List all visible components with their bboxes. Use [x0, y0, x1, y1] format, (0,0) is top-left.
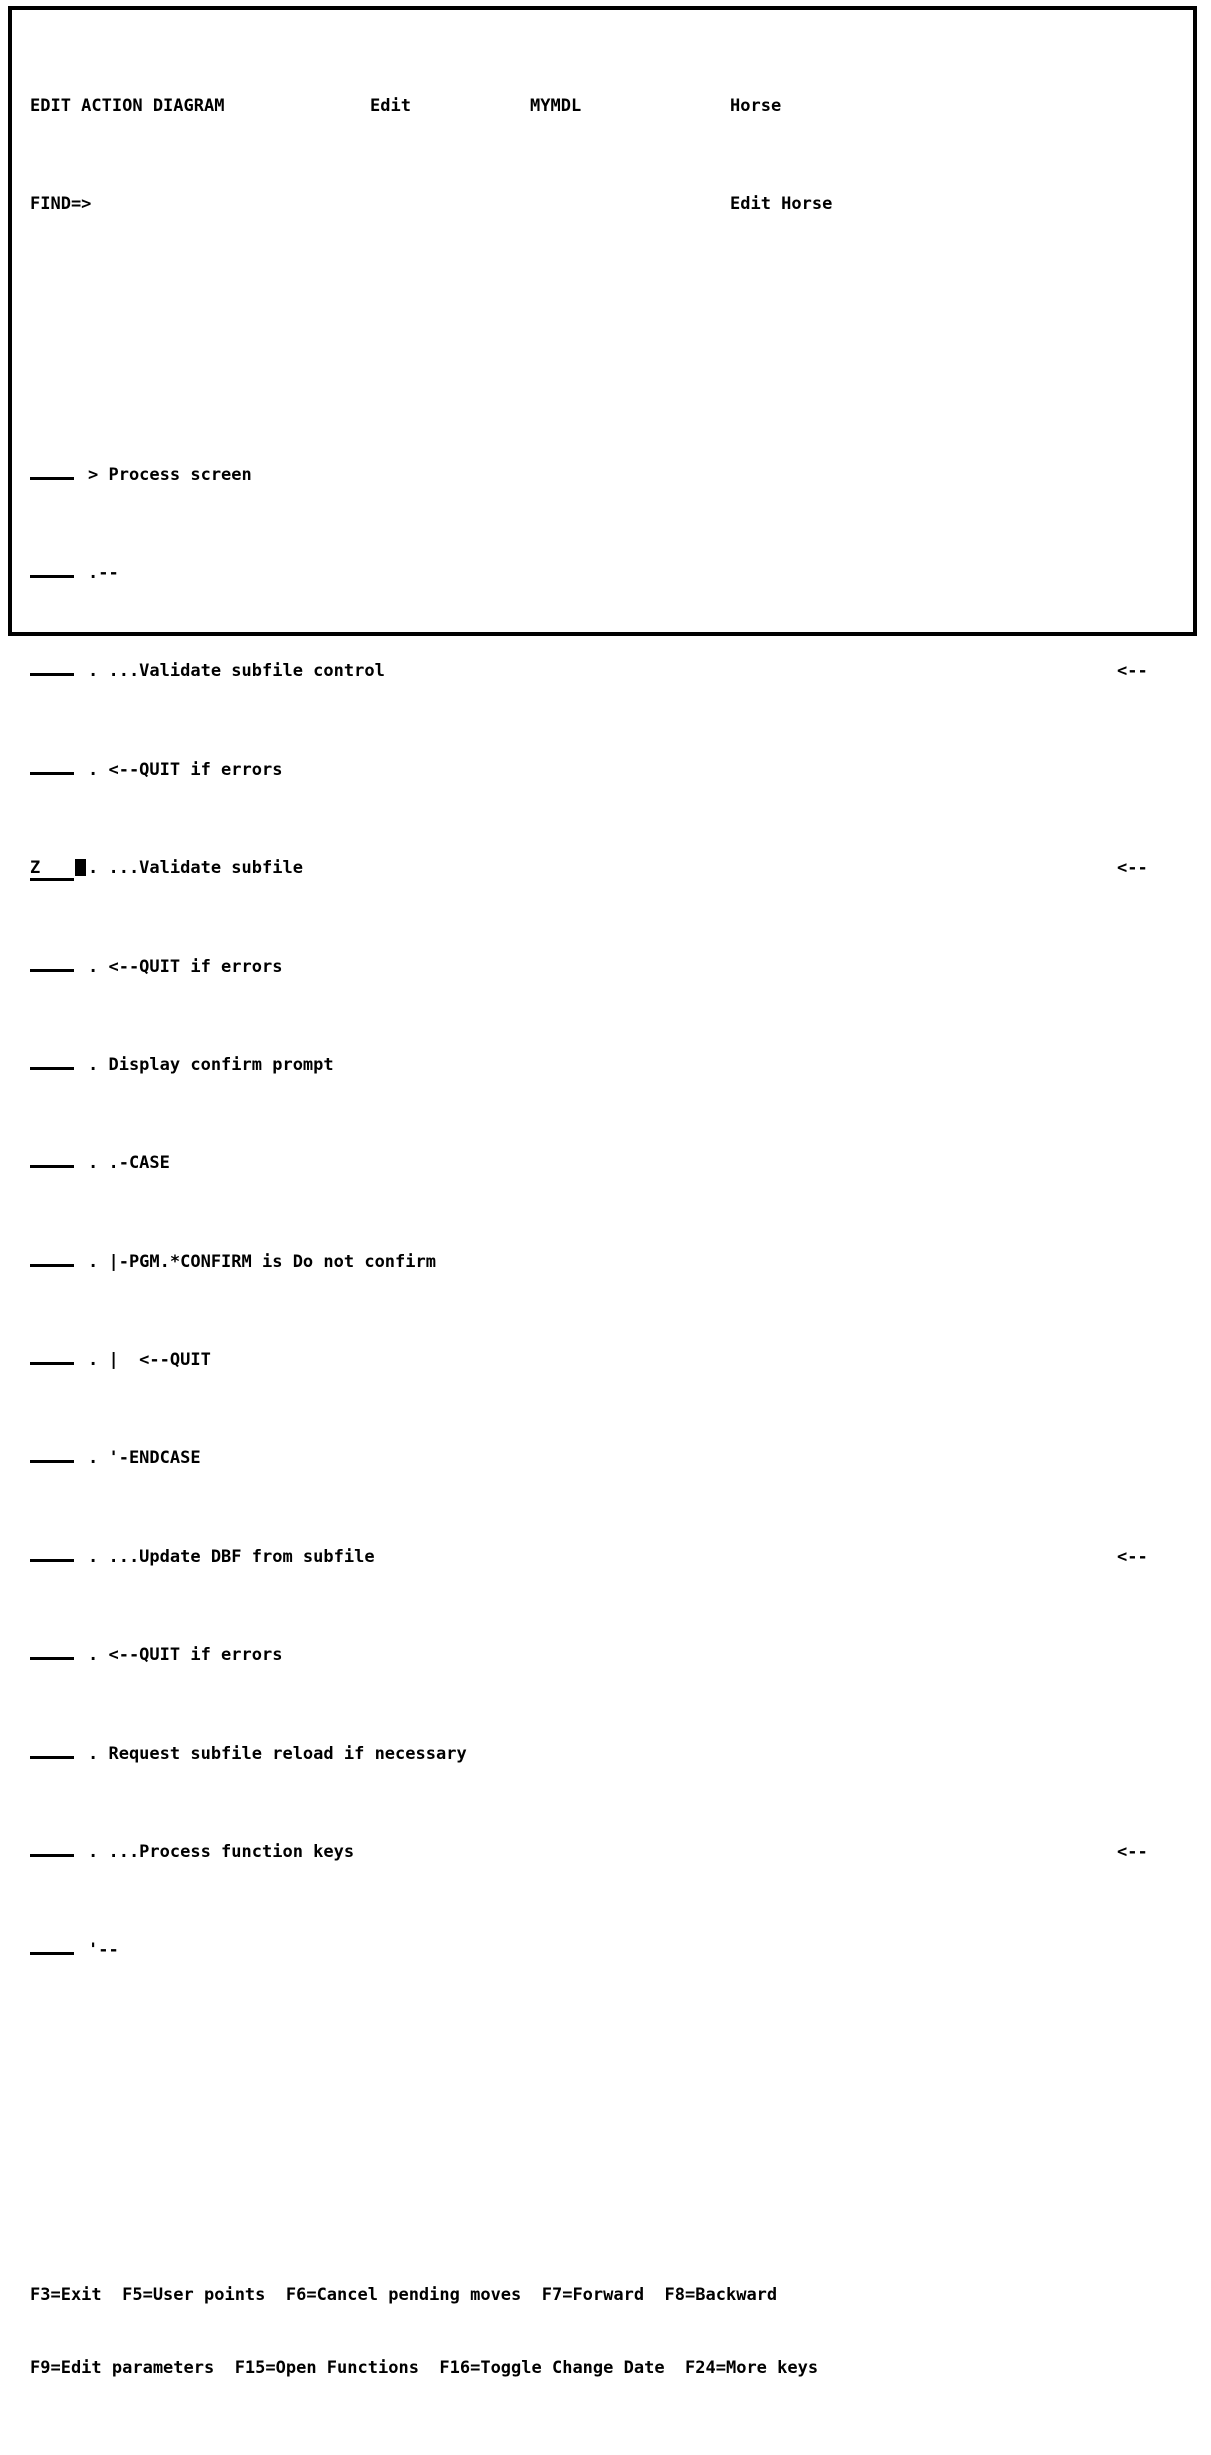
sequence-input[interactable]: [30, 1250, 88, 1275]
diagram-statement: . Display confirm prompt: [88, 1054, 334, 1075]
spacer-2: [30, 2110, 1175, 2135]
sequence-input[interactable]: [30, 561, 88, 586]
row-arrow: <--: [1117, 1546, 1148, 1567]
action-diagram-list: [30, 389, 1175, 2037]
sequence-input[interactable]: [30, 1053, 88, 1078]
screen-header: [30, 94, 1175, 119]
diagram-row[interactable]: [30, 1545, 1175, 1570]
find-label[interactable]: FIND=>: [30, 194, 92, 215]
sequence-input[interactable]: [30, 1545, 88, 1570]
diagram-row[interactable]: [30, 955, 1175, 980]
diagram-statement: . ...Validate subfile: [88, 858, 303, 879]
sequence-input[interactable]: [30, 758, 88, 783]
diagram-row[interactable]: [30, 1840, 1175, 1865]
sequence-input[interactable]: [30, 955, 88, 980]
diagram-row[interactable]: [30, 1250, 1175, 1275]
diagram-row[interactable]: [30, 1053, 1175, 1078]
row-arrow: <--: [1117, 661, 1148, 682]
terminal-screen: [12, 10, 1193, 2379]
diagram-statement: . |-PGM.*CONFIRM is Do not confirm: [88, 1251, 436, 1272]
diagram-statement: . '-ENDCASE: [88, 1448, 201, 1469]
diagram-row[interactable]: [30, 659, 1175, 684]
diagram-statement: . <--QUIT if errors: [88, 759, 283, 780]
diagram-row[interactable]: [30, 1151, 1175, 1176]
spacer-1: [30, 291, 1175, 316]
diagram-row[interactable]: [30, 1643, 1175, 1668]
header-object-subtitle: Edit Horse: [730, 194, 833, 215]
sequence-input[interactable]: [30, 1643, 88, 1668]
diagram-statement: '--: [88, 1940, 119, 1961]
sequence-input[interactable]: [30, 1840, 88, 1865]
sequence-input[interactable]: [30, 1348, 88, 1373]
sequence-input[interactable]: [30, 659, 88, 684]
function-keys-line-1[interactable]: F3=Exit F5=User points F6=Cancel pending moves F7=Forward F8=Backward: [30, 2284, 778, 2305]
sequence-input[interactable]: [30, 463, 88, 488]
sequence-input[interactable]: [30, 1742, 88, 1767]
spacer-3: [30, 2184, 1175, 2209]
header-mode: Edit: [370, 95, 411, 116]
sequence-input[interactable]: [30, 1938, 88, 1963]
diagram-statement: . | <--QUIT: [88, 1350, 211, 1371]
diagram-statement: . Request subfile reload if necessary: [88, 1743, 467, 1764]
diagram-row[interactable]: [30, 758, 1175, 783]
diagram-statement: . ...Update DBF from subfile: [88, 1546, 375, 1567]
diagram-row[interactable]: [30, 1742, 1175, 1767]
sequence-input[interactable]: [30, 1446, 88, 1471]
diagram-statement: . ...Process function keys: [88, 1841, 355, 1862]
row-arrow: <--: [1117, 1841, 1148, 1862]
sequence-input[interactable]: [30, 1151, 88, 1176]
header-model: MYMDL: [530, 95, 582, 116]
diagram-statement: . .-CASE: [88, 1153, 170, 1174]
diagram-row[interactable]: [30, 1348, 1175, 1373]
diagram-statement: > Process screen: [88, 464, 252, 485]
diagram-row[interactable]: [30, 463, 1175, 488]
function-keys-line-2[interactable]: F9=Edit parameters F15=Open Functions F16=Toggle Change Date F24=More keys: [30, 2358, 819, 2379]
header-object: Horse: [730, 95, 782, 116]
diagram-statement: .--: [88, 563, 119, 584]
diagram-row[interactable]: [30, 1446, 1175, 1471]
diagram-row[interactable]: [30, 1938, 1175, 1963]
find-row: [30, 192, 1175, 217]
diagram-statement: . <--QUIT if errors: [88, 956, 283, 977]
sequence-typed-value: Z: [30, 860, 74, 881]
diagram-row-selected[interactable]: [30, 856, 1175, 881]
text-cursor: [75, 859, 86, 876]
page-title: EDIT ACTION DIAGRAM: [30, 95, 225, 116]
diagram-statement: . <--QUIT if errors: [88, 1645, 283, 1666]
terminal-window: [8, 6, 1197, 2379]
row-arrow: <--: [1117, 858, 1148, 879]
sequence-input-active[interactable]: [30, 856, 88, 881]
diagram-row[interactable]: [30, 561, 1175, 586]
diagram-statement: . ...Validate subfile control: [88, 661, 385, 682]
